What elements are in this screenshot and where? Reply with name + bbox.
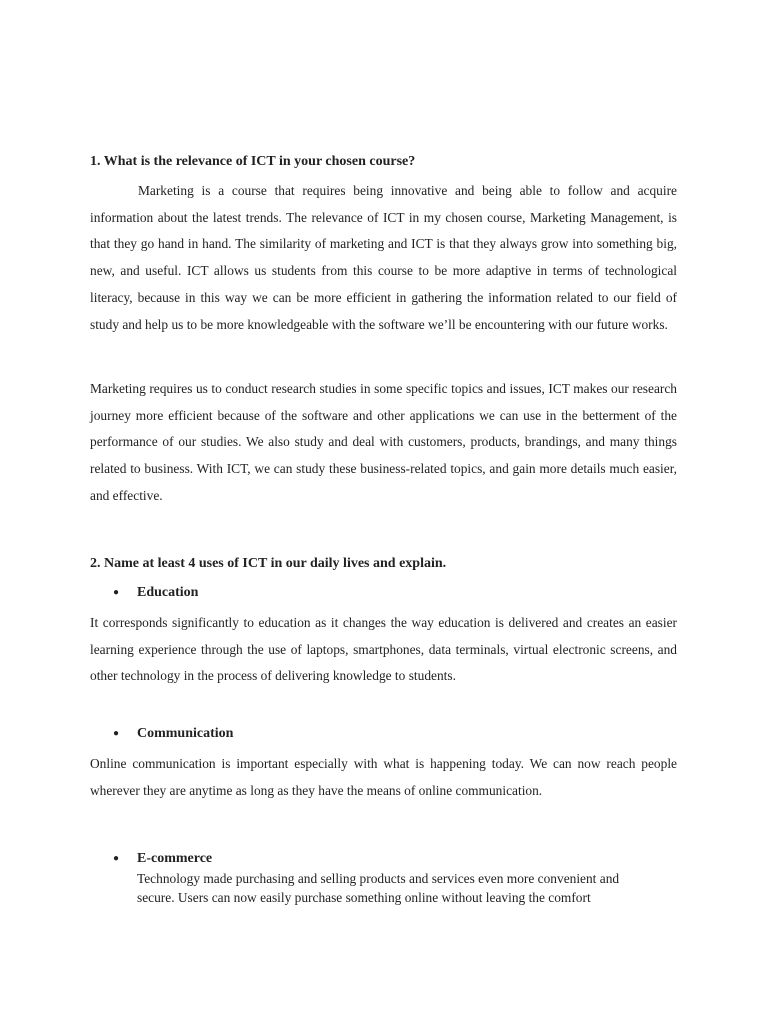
communication-paragraph: Online communication is important especially with what is happening today. We can now reach people wherever they are anytime as long as they have the means of online communication. — [90, 756, 677, 798]
bullet-icon: ● — [113, 728, 120, 739]
question-1-heading: 1. What is the relevance of ICT in your chosen course? — [90, 154, 416, 169]
bullet-ecommerce — [113, 851, 212, 867]
bullet-icon: ● — [113, 587, 120, 598]
question-2-heading: 2. Name at least 4 uses of ICT in our daily lives and explain. — [90, 556, 447, 571]
ecommerce-paragraph: Technology made purchasing and selling products and services even more convenient and secure. Users can now easily purchase something online without leaving the comfort — [137, 871, 620, 905]
question-1-paragraph-1: Marketing is a course that requires being innovative and being able to follow and acquire information about the latest trends. The relevance of ICT in my chosen course, Marketing Management, is that they go hand in hand. The similarity of marketing and ICT is that they always grow into something big, new, and useful. ICT allows us students from this course to be more adaptive in terms of technological literacy, because in this way we can be more efficient in gathering the information related to our field of study and help us to be more knowledgeable with the software we’ll be encountering with our future works. — [90, 183, 677, 332]
bullet-label-communication: Communication — [137, 726, 234, 741]
bullet-icon: ● — [113, 853, 120, 864]
bullet-communication — [113, 726, 233, 742]
bullet-label-education: Education — [137, 585, 199, 600]
question-1-paragraph-2: Marketing requires us to conduct research studies in some specific topics and issues, ICT makes our research journey more efficient because of the software and other applications we can use in the betterment of the performance of our studies. We also study and deal with customers, products, brandings, and many things related to business. With ICT, we can study these business-related topics, and gain more details much easier, and effective. — [90, 381, 677, 503]
education-paragraph: It corresponds significantly to education as it changes the way education is delivered and creates an easier learning experience through the use of laptops, smartphones, data terminals, virtual electronic screens, and other technology in the process of delivering knowledge to students. — [90, 615, 677, 684]
bullet-education — [113, 585, 198, 601]
bullet-label-ecommerce: E-commerce — [137, 851, 213, 866]
